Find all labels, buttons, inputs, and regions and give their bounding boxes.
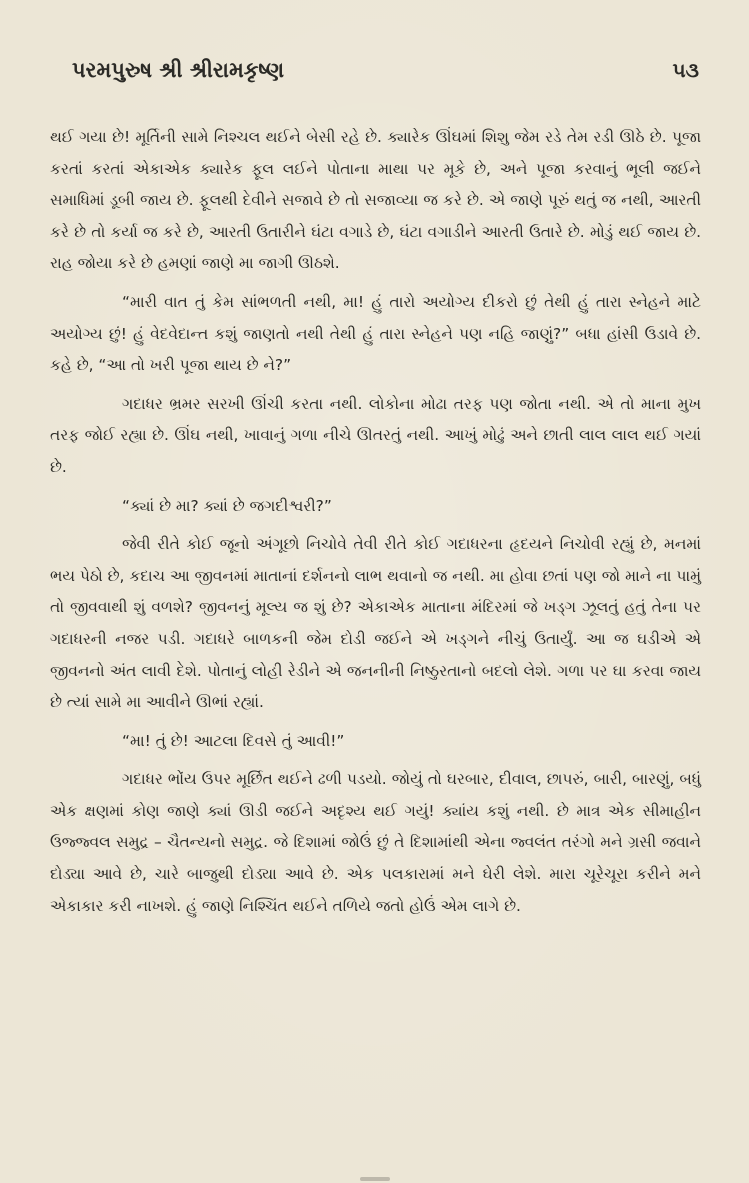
quote-line-1: “ક્યાં છે મા? ક્યાં છે જગદીશ્વરી?”: [122, 496, 332, 515]
paragraph-1: થઈ ગયા છે! મૂર્તિની સામે નિશ્ચલ થઈને બેસી રહે છે. ક્યારેક ઊંઘમાં શિશુ જેમ રડે તેમ રડી ઊઠે છે. પૂજા કરતાં કરતાં એકાએક ક્યારેક ફૂલ લઈને પોતાના માથા પર મૂકે છે, અને પૂજા કરવાનું ભૂલી જઈને સમાધિમાં ડૂબી જાય છે. ફૂલથી દેવીને સજાવે છે તો સજાવ્યા જ કરે છે. એ જાણે પૂરું થતું જ નથી, આરતી કરે છે તો કર્યા જ કરે છે, આરતી ઉતારીને ઘંટા વગાડે છે, ઘંટા વગાડીને આરતી ઉતારે છે. મોડું થઈ જાય છે. રાહ જોયા કરે છે હમણાં જાણે મા જાગી ઊઠશે.: [50, 128, 701, 273]
paragraph-3: ગદાધર ભ્રમર સરખી ઊંચી કરતા નથી. લોકોના મોઢા તરફ પણ જોતા નથી. એ તો માના મુખ તરફ જોઈ રહ્યા છે. ઊંઘ નથી, ખાવાનું ગળા નીચે ઊતરતું નથી. આખું મોઢું અને છાતી લાલ લાલ થઈ ગયાં છે.: [50, 394, 701, 476]
page-number: ૫૩: [672, 58, 699, 82]
running-title: પરમપુરુષ શ્રી શ્રીરામકૃષ્ણ: [72, 58, 285, 82]
paragraph-5: ગદાધર ભોંય ઉપર મૂર્છિત થઈને ઢળી પડયો. જોયું તો ઘરબાર, દીવાલ, છાપરું, બારી, બારણું, બધું એક ક્ષણમાં કોણ જાણે ક્યાં ઊડી જઈને અદૃશ્ય થઈ ગયું! ક્યાંય કશું નથી. છે માત્ર એક સીમાહીન ઉજ્જ્વલ સમુદ્ર – ચૈતન્યનો સમુદ્ર. જે દિશામાં જોઉં છું તે દિશામાંથી એના જ્વલંત તરંગો મને ગ્રસી જવાને દોડ્યા આવે છે, ચારે બાજુથી દોડ્યા આવે છે. એક પલકારામાં મને ઘેરી લેશે. મારા ચૂરેચૂરા કરીને મને એકાકાર કરી નાખશે. હું જાણે નિશ્ચિંત થઈને તળિયે જતો હોઉં એમ લાગે છે.: [50, 770, 701, 915]
running-header: [50, 58, 701, 98]
body-text: [50, 122, 701, 922]
quote-line-2: “મા! તું છે! આટલા દિવસે તું આવી!”: [122, 731, 345, 750]
bottom-smudge-mark: [360, 1177, 390, 1181]
paragraph-2: “મારી વાત તું કેમ સાંભળતી નથી, મા! હું તારો અયોગ્ય દીકરો છું તેથી હું તારા સ્નેહને માટે અયોગ્ય છું! હું વેદવેદાન્ત કશું જાણતો નથી તેથી હું તારા સ્નેહને પણ નહિ જાણું?” બધા હાંસી ઉડાવે છે. કહે છે, “આ તો ખરી પૂજા થાય છે ને?”: [50, 292, 701, 375]
paragraph-4: જેવી રીતે કોઈ જૂનો અંગૂછો નિચોવે તેવી રીતે કોઈ ગદાધરના હૃદયને નિચોવી રહ્યું છે, મનમાં ભય પેઠો છે, કદાચ આ જીવનમાં માતાનાં દર્શનનો લાભ થવાનો જ નથી. મા હોવા છતાં પણ જો માને ના પામું તો જીવવાથી શું વળશે? જીવનનું મૂલ્ય જ શું છે? એકાએક માતાના મંદિરમાં જે ખડ્ગ ઝૂલતું હતું તેના પર ગદાધરની નજર પડી. ગદાધરે બાળકની જેમ દોડી જઈને એ ખડ્ગને નીચું ઉતાર્યું. આ જ ઘડીએ એ જીવનનો અંત લાવી દેશે. પોતાનું લોહી રેડીને એ જનનીની નિષ્ઠુરતાનો બદલો લેશે. ગળા પર ઘા કરવા જાય છે ત્યાં સામે મા આવીને ઊભાં રહ્યાં.: [50, 535, 701, 712]
